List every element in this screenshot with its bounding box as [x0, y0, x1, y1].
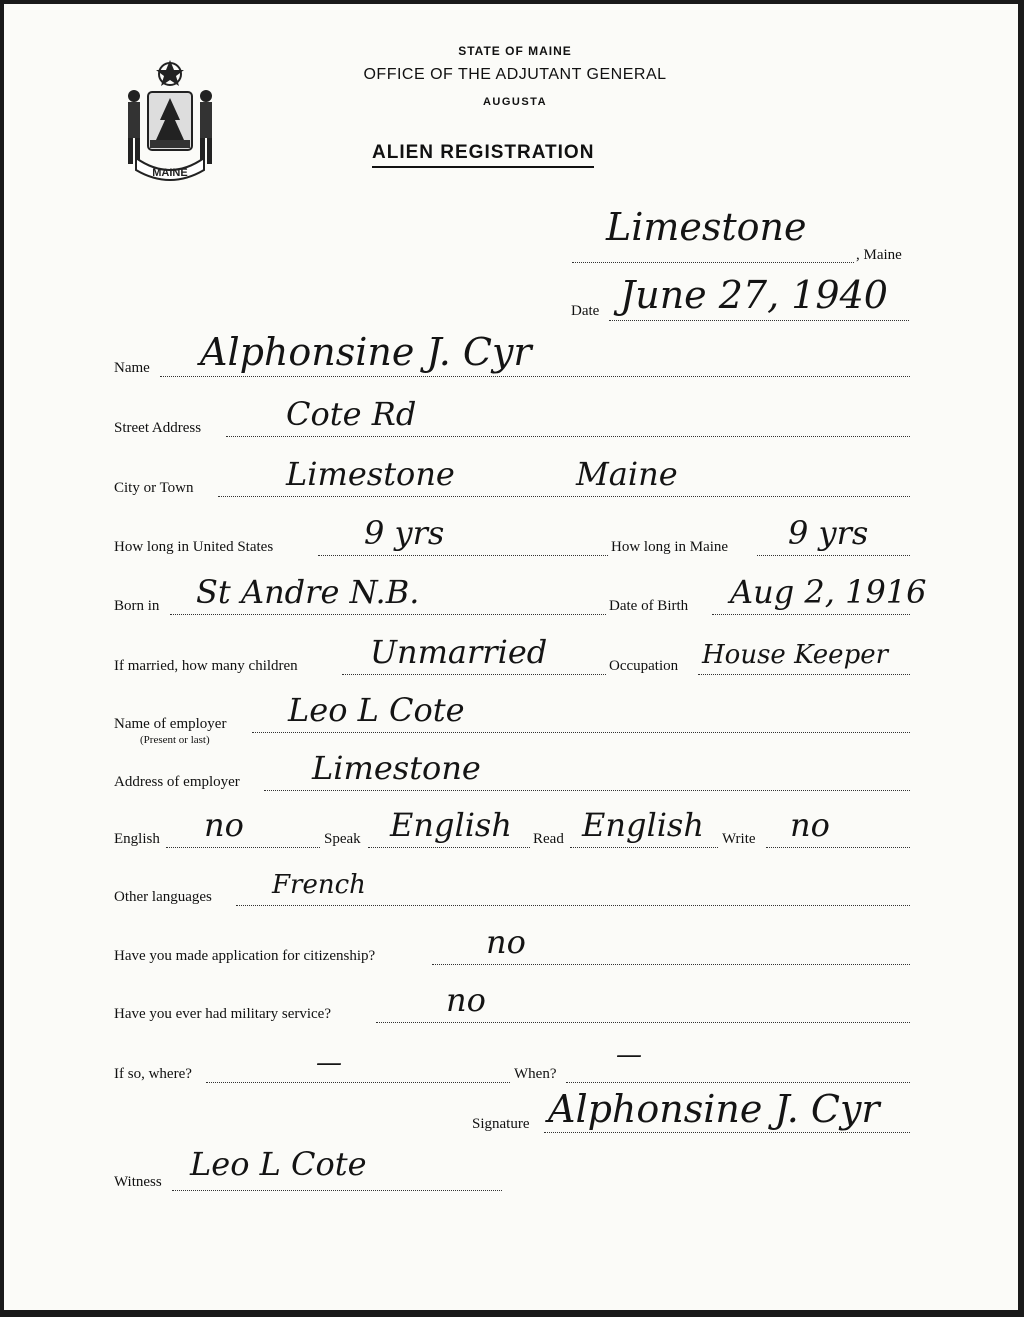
seal-text: MAINE — [152, 167, 188, 179]
occupation-label: Occupation — [609, 658, 679, 674]
city-label: City or Town — [114, 480, 194, 496]
if-so-where-line — [206, 1082, 510, 1083]
children-line — [342, 674, 606, 675]
when-entry: — — [616, 1040, 642, 1070]
signature-line — [544, 1132, 910, 1133]
how-long-maine-label: How long in Maine — [611, 539, 729, 555]
street-address-entry: Cote Rd — [286, 395, 417, 433]
citizenship-line — [432, 964, 910, 965]
english-entry: no — [204, 806, 244, 844]
office-heading: OFFICE OF THE ADJUTANT GENERAL — [363, 66, 667, 83]
city-heading: AUGUSTA — [482, 96, 548, 108]
maine-suffix: , Maine — [856, 247, 902, 263]
born-in-entry: St Andre N.B. — [196, 573, 420, 611]
employer-entry: Leo L Cote — [288, 691, 465, 729]
other-languages-entry: French — [272, 870, 366, 900]
occupation-entry: House Keeper — [702, 640, 889, 670]
speak-entry: English — [390, 806, 512, 844]
citizenship-entry: no — [486, 923, 526, 961]
employer-note: (Present or last) — [140, 734, 210, 746]
read-label: Read — [533, 831, 564, 847]
signature-label: Signature — [472, 1116, 530, 1132]
employer-address-entry: Limestone — [312, 749, 481, 787]
city-entry: Limestone — [286, 455, 455, 493]
born-in-label: Born in — [114, 598, 160, 614]
speak-label: Speak — [324, 831, 361, 847]
date-entry: June 27, 1940 — [620, 273, 888, 317]
maine-seal-emblem — [118, 58, 222, 188]
town-entry: Limestone — [606, 205, 807, 249]
witness-entry: Leo L Cote — [190, 1145, 367, 1183]
state-entry: Maine — [576, 455, 678, 493]
born-in-line — [170, 614, 606, 615]
state-heading: STATE OF MAINE — [458, 44, 572, 58]
date-of-birth-entry: Aug 2, 1916 — [730, 573, 927, 611]
read-line — [570, 847, 718, 848]
how-long-us-line — [318, 555, 608, 556]
how-long-us-label: How long in United States — [114, 539, 274, 555]
military-line — [376, 1022, 910, 1023]
read-entry: English — [582, 806, 704, 844]
how-long-maine-entry: 9 yrs — [788, 514, 869, 552]
military-entry: no — [446, 981, 486, 1019]
write-entry: no — [790, 806, 830, 844]
signature-entry: Alphonsine J. Cyr — [548, 1087, 880, 1131]
date-of-birth-line — [712, 614, 910, 615]
write-label: Write — [722, 831, 756, 847]
employer-line — [252, 732, 910, 733]
name-line — [160, 376, 910, 377]
how-long-maine-line — [757, 555, 910, 556]
date-line — [609, 320, 909, 321]
witness-label: Witness — [114, 1174, 162, 1190]
when-line — [566, 1082, 910, 1083]
name-label: Name — [114, 360, 150, 376]
date-label: Date — [571, 303, 600, 319]
citizenship-label: Have you made application for citizenship? — [114, 948, 376, 964]
city-line — [218, 496, 910, 497]
name-entry: Alphonsine J. Cyr — [200, 330, 532, 374]
how-long-us-entry: 9 yrs — [364, 514, 445, 552]
date-of-birth-label: Date of Birth — [609, 598, 689, 614]
employer-address-line — [264, 790, 910, 791]
speak-line — [368, 847, 530, 848]
english-line — [166, 847, 320, 848]
if-so-where-label: If so, where? — [114, 1066, 192, 1082]
witness-line — [172, 1190, 502, 1191]
english-label: English — [114, 831, 160, 847]
where-entry: — — [316, 1048, 342, 1078]
street-address-label: Street Address — [114, 420, 202, 436]
when-label: When? — [514, 1066, 557, 1082]
employer-label: Name of employer — [114, 716, 227, 732]
other-languages-line — [236, 905, 910, 906]
town-line — [572, 262, 854, 263]
employer-address-label: Address of employer — [114, 774, 240, 790]
street-address-line — [226, 436, 910, 437]
write-line — [766, 847, 910, 848]
other-languages-label: Other languages — [114, 889, 212, 905]
form-title: ALIEN REGISTRATION — [372, 142, 594, 168]
military-label: Have you ever had military service? — [114, 1006, 331, 1022]
children-label: If married, how many children — [114, 658, 298, 674]
occupation-line — [698, 674, 910, 675]
children-entry: Unmarried — [370, 633, 548, 671]
